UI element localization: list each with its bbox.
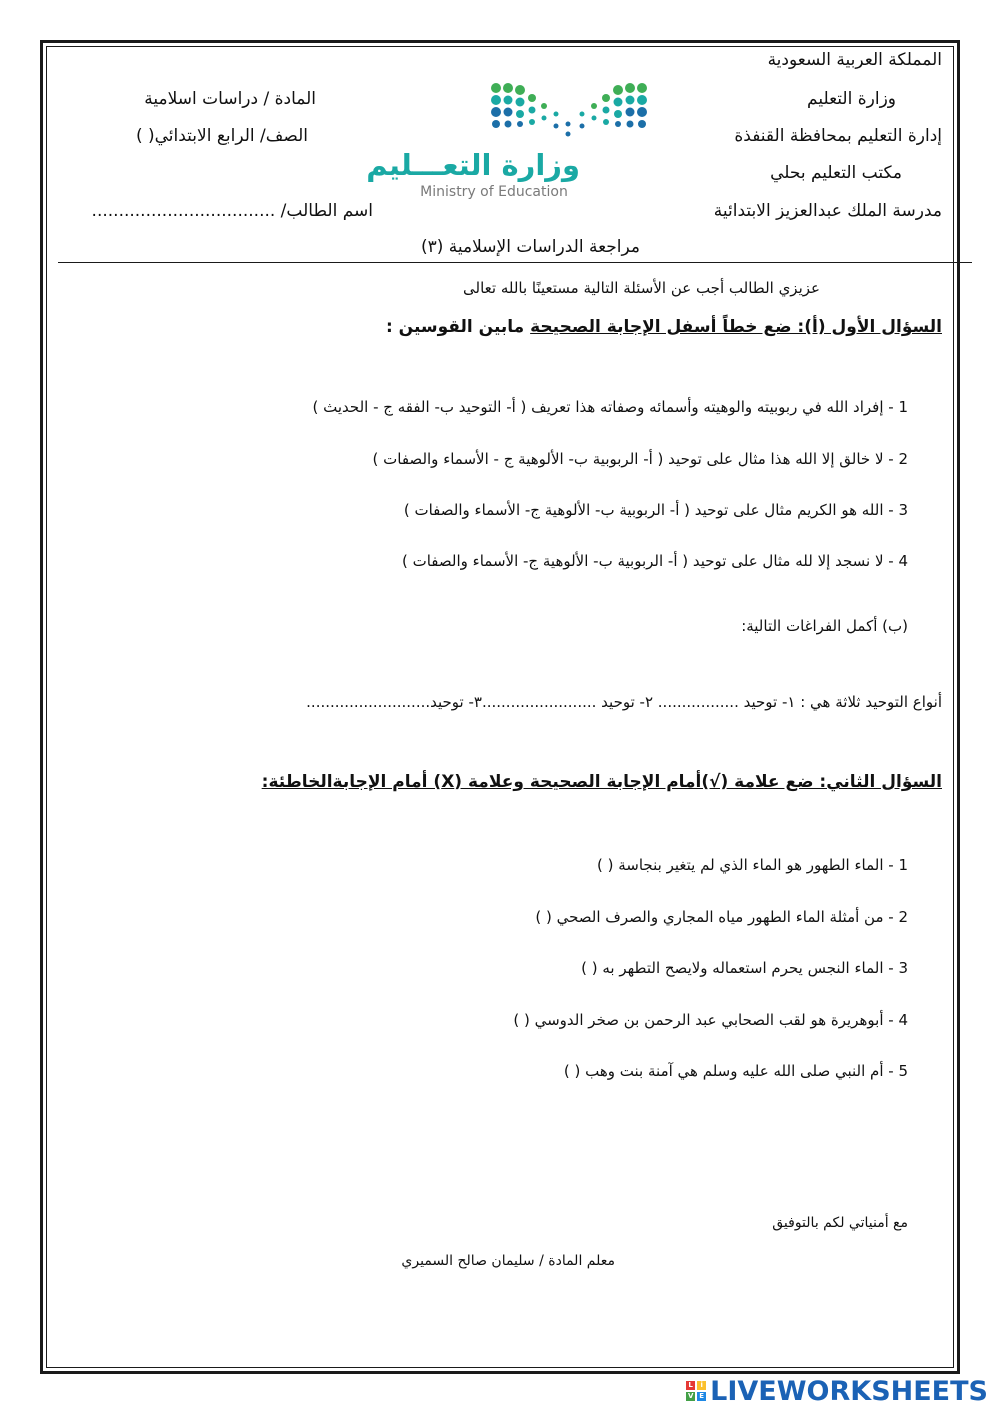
q1-item-1[interactable]: 1 - إفراد الله في ربوبيته والوهيته وأسمائه وصفاته هذا تعريف ( أ- التوحيد ب- الفقه ج - الحديث ): [312, 398, 908, 416]
header-ministry: وزارة التعليم: [807, 89, 896, 109]
q2-item-2[interactable]: 2 - من أمثلة الماء الطهور مياه المجاري والصرف الصحي ( ): [535, 908, 908, 926]
header-kingdom: المملكة العربية السعودية: [767, 50, 942, 70]
block-e: E: [697, 1392, 706, 1401]
q2-item-4[interactable]: 4 - أبوهريرة هو لقب الصحابي عبد الرحمن بن صخر الدوسي ( ): [513, 1011, 908, 1029]
q2-item-3[interactable]: 3 - الماء النجس يحرم استعماله ولايصح التطهر به ( ): [581, 959, 908, 977]
liveworksheets-word: LIVEWORKSHEETS: [710, 1375, 988, 1407]
q1-title-underlined: السؤال الأول (أ): ضع خطاً أسفل الإجابة الصحيحة: [530, 317, 942, 337]
header-grade: الصف/ الرابع الابتدائي( ): [135, 126, 308, 146]
q2-title: السؤال الثاني: ضع علامة (√)أمام الإجابة الصحيحة وعلامة (X) أمام الإجابةالخاطئة:: [261, 772, 942, 792]
block-l: L: [686, 1381, 695, 1390]
intro-text: عزيزي الطالب أجب عن الأسئلة التالية مستعينًا بالله تعالى: [463, 279, 820, 297]
block-v: V: [687, 1392, 694, 1400]
ministry-logo-arabic: وزارة التعـــليم: [366, 148, 580, 182]
q1-fill-blank[interactable]: أنواع التوحيد ثلاثة هي : ١- توحيد ................. ٢- توحيد ........................٣- توحيد..........................: [306, 693, 942, 711]
q1-title-rest: مابين القوسين :: [385, 317, 531, 337]
q1-item-2[interactable]: 2 - لا خالق إلا الله هذا مثال على توحيد ( أ- الربوبية ب- الألوهية ج - الأسماء والصفات ): [372, 450, 908, 468]
student-name-field[interactable]: اسم الطالب/ ..................................: [91, 201, 373, 221]
header-office: مكتب التعليم بحلي: [770, 163, 902, 183]
ministry-logo-english: Ministry of Education: [420, 184, 568, 200]
header-subject: المادة / دراسات اسلامية: [144, 89, 316, 109]
q2-item-1[interactable]: 1 - الماء الطهور هو الماء الذي لم يتغير بنجاسة ( ): [597, 856, 908, 874]
q2-item-5[interactable]: 5 - أم النبي صلى الله عليه وسلم هي آمنة بنت وهب ( ): [563, 1062, 908, 1080]
header-school: مدرسة الملك عبدالعزيز الابتدائية: [713, 201, 942, 221]
closing-teacher: معلم المادة / سليمان صالح السميري: [401, 1253, 615, 1269]
ministry-logo-icon: [486, 80, 652, 140]
closing-wishes: مع أمنياتي لكم بالتوفيق: [772, 1215, 908, 1231]
review-title: مراجعة الدراسات الإسلامية (٣): [420, 237, 640, 257]
header-divider: [58, 262, 972, 263]
liveworksheets-logo: [686, 1376, 988, 1406]
block-i: i: [697, 1381, 706, 1390]
q1-item-3[interactable]: 3 - الله هو الكريم مثال على توحيد ( أ- الربوبية ب- الألوهية ج- الأسماء والصفات ): [403, 501, 908, 519]
q1-item-4[interactable]: 4 - لا نسجد إلا لله مثال على توحيد ( أ- الربوبية ب- الألوهية ج- الأسماء والصفات ): [402, 552, 908, 570]
q1-title: [386, 317, 942, 337]
header-admin: إدارة التعليم بمحافظة القنفذة: [734, 126, 942, 146]
liveworksheets-blocks-icon: [686, 1381, 706, 1401]
q1-part-b-label: (ب) أكمل الفراغات التالية:: [741, 617, 908, 635]
